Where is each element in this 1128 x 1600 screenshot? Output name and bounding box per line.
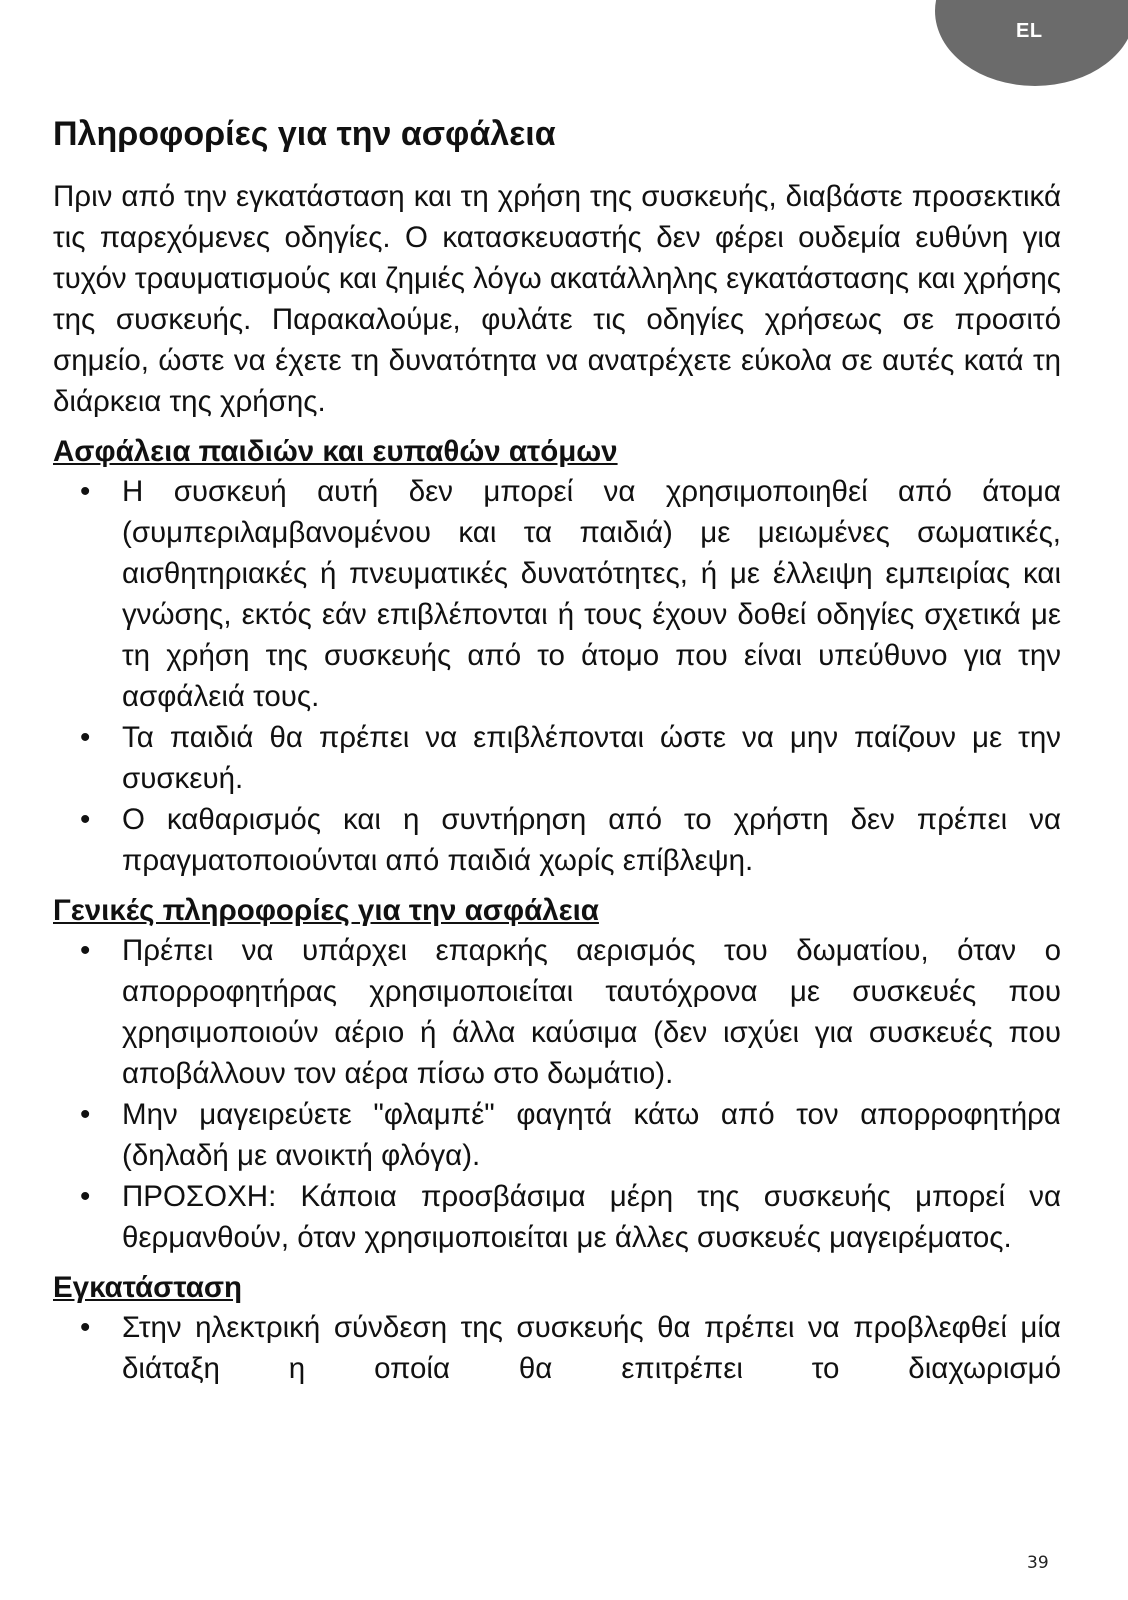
language-tab (935, 0, 1128, 86)
section-general-safety (53, 891, 1061, 1258)
list-item: • Στην ηλεκτρική σύνδεση της συσκευής θα πρέπει να προβλεφθεί μία διάταξη η οποία θα επιτρέπει το διαχωρισμό (53, 1307, 1061, 1389)
list-item: • Η συσκευή αυτή δεν μπορεί να χρησιμοποιηθεί από άτομα (συμπεριλαμβανομένου και τα παιδιά) με μειωμένες σωματικές, αισθητηριακές ή πνευματικές δυνατότητες, ή με έλλειψη εμπειρίας και γνώσης, εκτός εάν επιβλέπονται ή τους έχουν δοθεί οδηγίες σχετικά με τη χρήση της συσκευής από το άτομο που είναι υπεύθυνο για την ασφάλειά τους. (53, 471, 1061, 717)
page-title: Πληροφορίες για την ασφάλεια (53, 115, 556, 153)
bullet-list (53, 1307, 1061, 1389)
list-item: • Τα παιδιά θα πρέπει να επιβλέπονται ώστε να μην παίζουν με την συσκευή. (53, 717, 1061, 799)
page-content (53, 112, 1061, 1389)
list-item: • Πρέπει να υπάρχει επαρκής αερισμός του δωματίου, όταν ο απορροφητήρας χρησιμοποιείται ταυτόχρονα με συσκευές που χρησιμοποιούν αέριο ή άλλα καύσιμα (δεν ισχύει για συσκευές που αποβάλλουν τον αέρα πίσω στο δωμάτιο). (53, 930, 1061, 1094)
section-heading-installation: Εγκατάσταση (53, 1271, 243, 1304)
page-number: 39 (1027, 1553, 1049, 1573)
intro-paragraph: Πριν από την εγκατάσταση και τη χρήση της συσκευής, διαβάστε προσεκτικά τις παρεχόμενες οδηγίες. Ο κατασκευαστής δεν φέρει ουδεμία ευθύνη για τυχόν τραυματισμούς και ζημιές λόγω ακατάλληλης εγκατάστασης και χρήσης της συσκευής. Παρακαλούμε, φυλάτε τις οδηγίες χρήσεως σε προσιτό σημείο, ώστε να έχετε τη δυνατότητα να ανατρέχετε εύκολα σε αυτές κατά τη διάρκεια της χρήσης. (53, 180, 1061, 418)
bullet-list (53, 930, 1061, 1258)
bullet-list (53, 471, 1061, 881)
section-child-safety (53, 432, 1061, 881)
list-item: • Μην μαγειρεύετε "φλαμπέ" φαγητά κάτω από τον απορροφητήρα (δηλαδή με ανοικτή φλόγα). (53, 1094, 1061, 1176)
list-item: • Ο καθαρισμός και η συντήρηση από το χρήστη δεν πρέπει να πραγματοποιούνται από παιδιά χωρίς επίβλεψη. (53, 799, 1061, 881)
section-heading-child-safety: Ασφάλεια παιδιών και ευπαθών ατόμων (53, 435, 618, 468)
language-code-label: EL (1016, 20, 1043, 42)
section-heading-general-safety: Γενικές πληροφορίες για την ασφάλεια (53, 894, 599, 927)
section-installation (53, 1268, 1061, 1389)
list-item: • ΠΡΟΣΟΧΗ: Κάποια προσβάσιμα μέρη της συσκευής μπορεί να θερμανθούν, όταν χρησιμοποιείται με άλλες συσκευές μαγειρέματος. (53, 1176, 1061, 1258)
